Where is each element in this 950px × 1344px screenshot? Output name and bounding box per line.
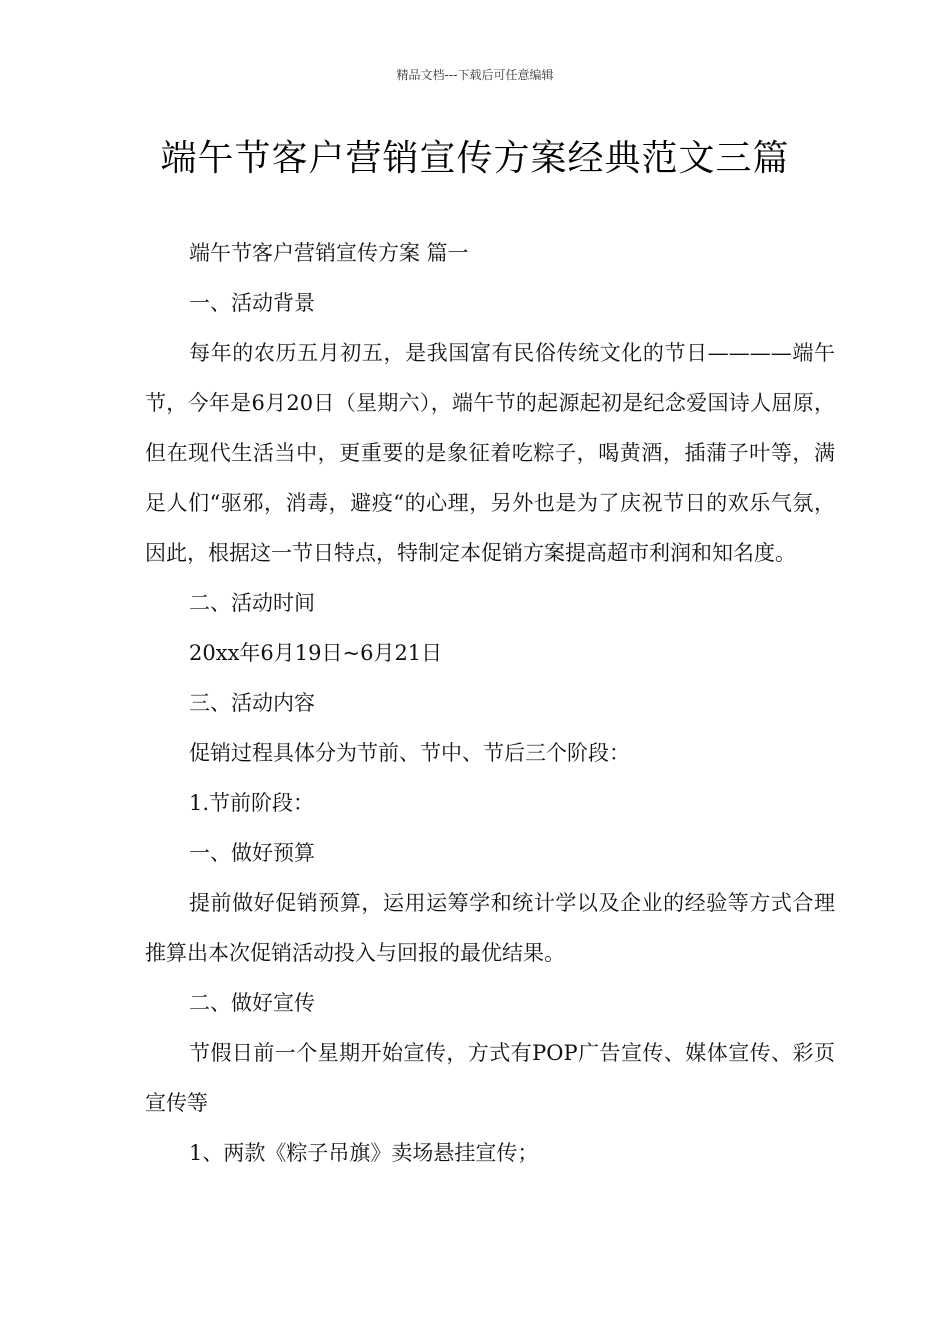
subheading: 二、做好宣传 <box>189 991 315 1015</box>
subheading: 二、活动时间 <box>189 591 315 615</box>
subheading: 一、做好预算 <box>189 841 315 865</box>
section-heading: 端午节客户营销宣传方案 篇一 <box>189 241 469 265</box>
paragraph: 20xx年6月19日~6月21日 <box>189 641 443 665</box>
page-header: 精品文档---下载后可任意编辑 <box>396 68 554 82</box>
document-title: 端午节客户营销宣传方案经典范文三篇 <box>160 138 790 179</box>
subheading: 一、活动背景 <box>189 291 315 315</box>
list-item: 1、两款《粽子吊旗》卖场悬挂宣传； <box>189 1141 539 1165</box>
paragraph: 提前做好促销预算，运用运筹学和统计学以及企业的经验等方式合理推算出本次促销活动投入与回报的最优结果。 <box>145 891 835 965</box>
paragraph: 节假日前一个星期开始宣传，方式有POP广告宣传、媒体宣传、彩页宣传等 <box>145 1041 835 1115</box>
paragraph: 促销过程具体分为节前、节中、节后三个阶段： <box>189 741 630 765</box>
document-body <box>145 228 835 1178</box>
subheading: 三、活动内容 <box>189 691 315 715</box>
paragraph: 每年的农历五月初五，是我国富有民俗传统文化的节日————端午节，今年是6月20日（星期六），端午节的起源起初是纪念爱国诗人屈原，但在现代生活当中，更重要的是象征着吃粽子，喝黄酒，插蒲子叶等，满足人们“驱邪，消毒，避疫“的心理，另外也是为了庆祝节日的欢乐气氛，因此，根据这一节日特点，特制定本促销方案提高超市利润和知名度。 <box>145 341 835 565</box>
subheading: 1.节前阶段： <box>189 791 315 815</box>
